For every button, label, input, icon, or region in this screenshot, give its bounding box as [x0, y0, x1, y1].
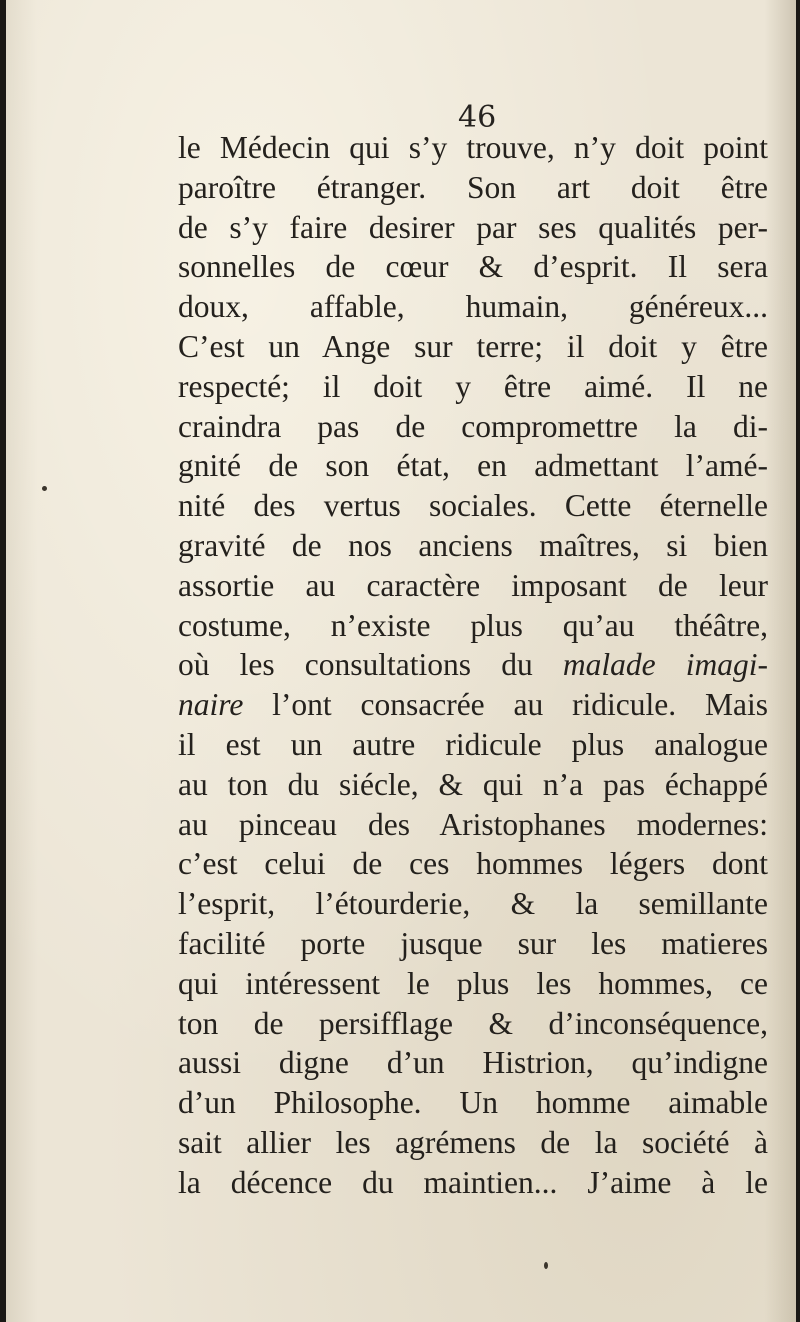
text-segment: sonnelles de cœur & d’esprit. Il sera [178, 249, 768, 285]
text-segment: c’est celui de ces hommes légers dont [178, 846, 768, 882]
text-line [178, 805, 768, 845]
text-line [178, 247, 768, 287]
text-line [178, 407, 768, 447]
text-line [178, 327, 768, 367]
text-line [178, 486, 768, 526]
text-segment: craindra pas de compromettre la di- [178, 408, 768, 444]
text-line [178, 725, 768, 765]
text-line [178, 924, 768, 964]
text-segment: facilité porte jusque sur les matieres [178, 925, 768, 961]
text-segment: qui intéressent le plus les hommes, ce [178, 965, 768, 1001]
page-number: 46 [458, 100, 497, 135]
text-line [178, 964, 768, 1004]
body-text [178, 128, 768, 1203]
text-line [178, 367, 768, 407]
paper-speck [544, 1262, 548, 1269]
text-segment: C’est un Ange sur terre; il doit y être [178, 328, 768, 364]
text-segment: au ton du siécle, & qui n’a pas échappé [178, 766, 768, 802]
text-line [178, 208, 768, 248]
text-segment: respecté; il doit y être aimé. Il ne [178, 368, 768, 404]
text-segment: de s’y faire desirer par ses qualités per- [178, 209, 768, 245]
text-segment: il est un autre ridicule plus analogue [178, 726, 768, 762]
text-line [178, 765, 768, 805]
text-segment: aussi digne d’un Histrion, qu’indigne [178, 1045, 768, 1081]
text-segment: le Médecin qui s’y trouve, n’y doit point [178, 130, 768, 165]
text-line [178, 287, 768, 327]
text-segment: costume, n’existe plus qu’au théâtre, [178, 607, 768, 643]
text-segment: au pinceau des Aristophanes modernes: [178, 806, 768, 842]
text-segment: l’ont consacrée au ridicule. Mais [243, 687, 768, 723]
text-line [178, 685, 768, 725]
text-segment: gravité de nos anciens maîtres, si bien [178, 527, 768, 563]
italic-text-segment: naire [178, 687, 244, 723]
text-line [178, 128, 768, 168]
text-line [178, 446, 768, 486]
text-segment: d’un Philosophe. Un homme aimable [178, 1085, 768, 1121]
text-segment: paroître étranger. Son art doit être [178, 169, 768, 205]
text-line [178, 645, 768, 685]
text-segment: assortie au caractère imposant de leur [178, 567, 768, 603]
italic-text-segment: malade imagi- [562, 647, 768, 683]
text-segment: sait allier les agrémens de la société à [178, 1124, 768, 1160]
text-line [178, 1123, 768, 1163]
text-segment: ton de persifflage & d’inconséquence, [178, 1005, 768, 1041]
text-line [178, 1083, 768, 1123]
text-line [178, 1163, 768, 1203]
book-page [6, 0, 796, 1322]
text-segment: nité des vertus sociales. Cette éternelle [178, 488, 768, 524]
text-segment: gnité de son état, en admettant l’amé- [178, 448, 768, 484]
text-segment: la décence du maintien... J’aime à le [178, 1164, 768, 1200]
paper-speck [42, 486, 47, 491]
text-line [178, 606, 768, 646]
text-segment: doux, affable, humain, généreux... [178, 289, 768, 325]
text-line [178, 1043, 768, 1083]
text-line [178, 1004, 768, 1044]
text-line [178, 168, 768, 208]
text-line [178, 566, 768, 606]
text-segment: l’esprit, l’étourderie, & la semillante [178, 886, 768, 922]
text-segment: où les consultations du [178, 647, 563, 683]
text-line [178, 884, 768, 924]
text-line [178, 526, 768, 566]
text-line [178, 844, 768, 884]
